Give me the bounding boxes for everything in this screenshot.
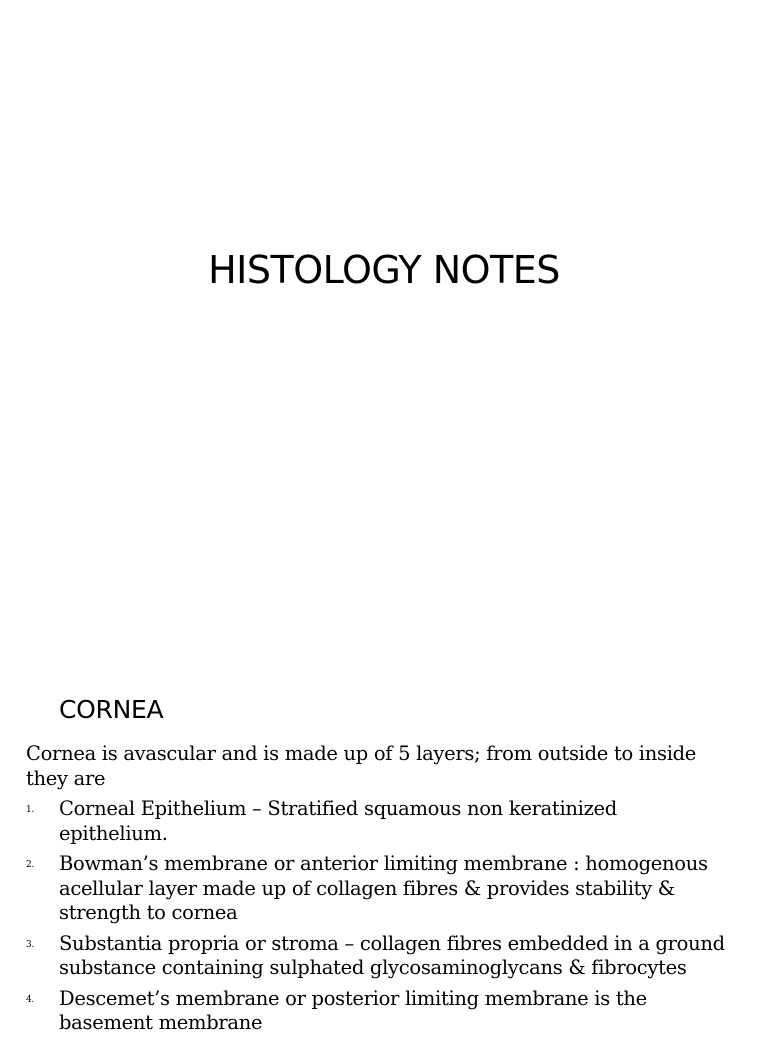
intro-paragraph: Cornea is avascular and is made up of 5 layers; from outside to inside they are: [26, 742, 697, 790]
section-heading: CORNEA: [59, 695, 164, 724]
list-item: [26, 852, 726, 926]
list-number: 3.: [26, 939, 34, 950]
list-item: [26, 932, 726, 981]
page-title: HISTOLOGY NOTES: [208, 248, 560, 292]
list-item-text: Substantia propria or stroma – collagen fibres embedded in a ground substance containing sulphated glycosaminoglycans & fibrocytes: [59, 931, 725, 979]
list-item-text: Corneal Epithelium – Stratified squamous non keratinized epithelium.: [59, 797, 617, 845]
list-number: 4.: [26, 994, 34, 1005]
list-item-text: Descemet’s membrane or posterior limiting membrane is the basement membrane: [59, 986, 647, 1034]
list-item-text: Bowman’s membrane or anterior limiting membrane : homogenous acellular layer made up of collagen fibres & provides stability & strength to cornea: [59, 852, 708, 924]
list-item: [26, 797, 726, 846]
list-number: 2.: [26, 860, 34, 870]
layer-list: [26, 797, 726, 1042]
list-number: 1.: [26, 805, 34, 815]
list-item: [26, 987, 726, 1036]
